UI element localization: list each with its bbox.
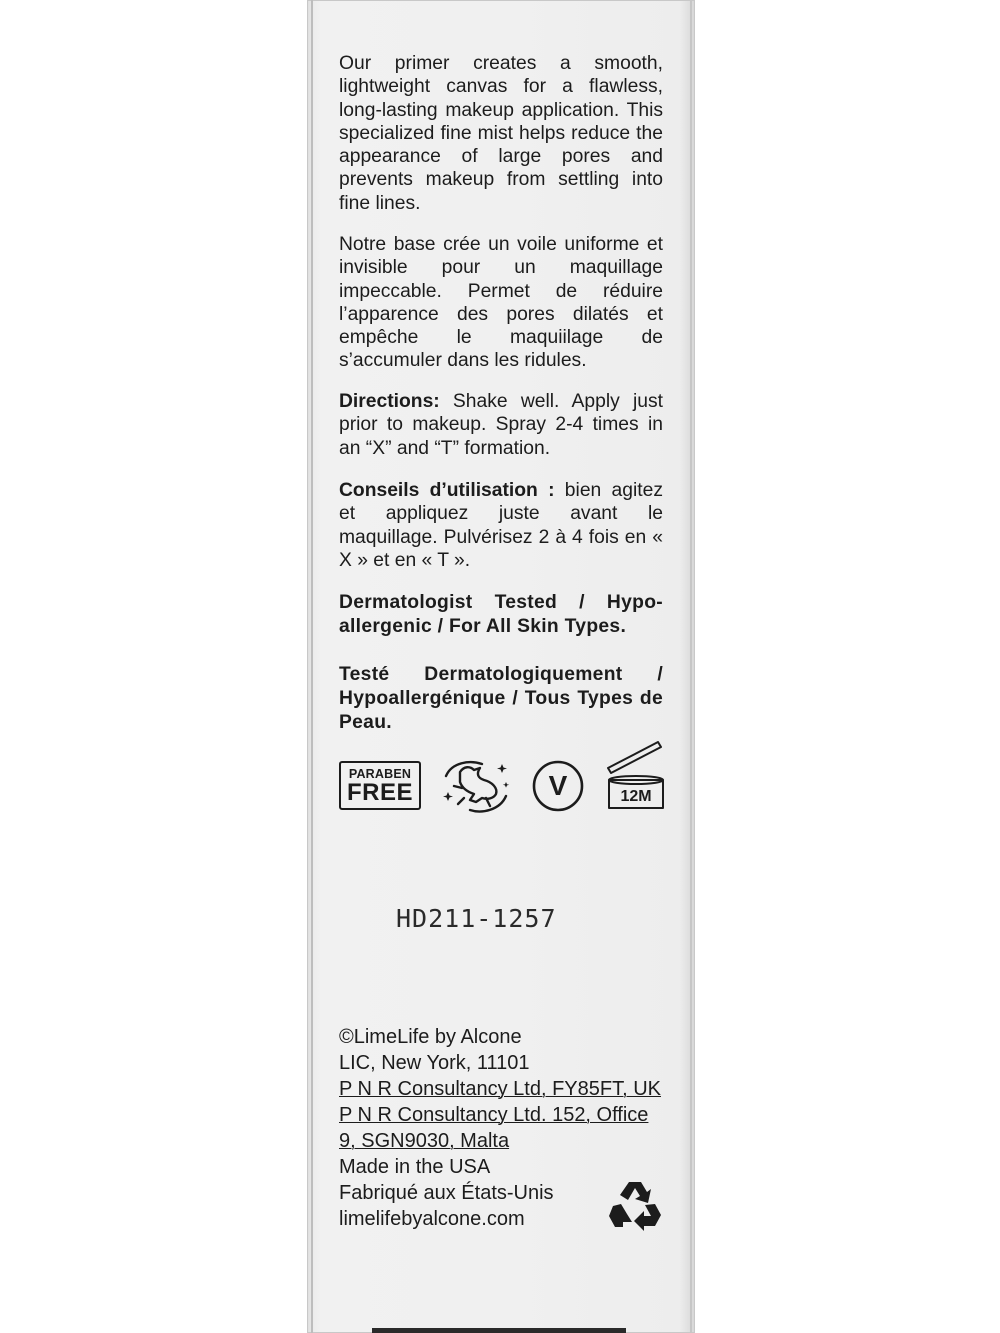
conseils-text: bien agitez et appliquez juste avant le maquillage. Pulvérisez 2 à 4 fois en « X » et en « T ». [339, 480, 663, 571]
batch-code: HD211-1257 [396, 904, 557, 933]
website-line: limelifebyalcone.com [339, 1208, 525, 1230]
directions-french [339, 479, 663, 572]
uk-rep-line: P N R Consultancy Ltd, FY85FT, UK [339, 1078, 661, 1100]
directions-english [339, 390, 663, 460]
description-english: Our primer creates a smooth, lightweight canvas for a flawless, long-lasting makeup application. This specialized fine mist helps reduce the appearance of large pores and prevents makeup from settling into fine lines. [339, 53, 663, 214]
directions-label: Directions: [339, 391, 440, 412]
cruelty-free-bunny-icon [440, 758, 512, 814]
carton-bottom-edge [372, 1328, 626, 1333]
directions-text: Shake well. Apply just prior to makeup. Spray 2-4 times in an “X” and “T” formation. [339, 391, 663, 459]
eu-rep-line-2: 9, SGN9030, Malta [339, 1130, 510, 1152]
vegan-icon [532, 760, 584, 812]
paraben-label: PARABEN [348, 767, 412, 781]
vegan-letter: V [548, 770, 568, 801]
certification-icons [339, 738, 665, 816]
description-french: Notre base crée un voile uniforme et invisible pour un maquillage impeccable. Permet de réduire l’apparence des pores dilatés et empêche le maquiilage de s’accumuler dans les ridules. [339, 234, 663, 372]
carton-right-fold [690, 0, 692, 1333]
pao-label: 12M [620, 788, 652, 805]
paraben-free-icon [339, 761, 421, 810]
eu-rep-line-1: P N R Consultancy Ltd. 152, Office [339, 1104, 649, 1126]
made-in-french-line: Fabriqué aux États-Unis [339, 1182, 554, 1204]
claims-french: Testé Dermatologiquement / Hypoallergénique / Tous Types de Peau. [339, 664, 663, 733]
copyright-line: ©LimeLife by Alcone [339, 1026, 522, 1048]
claims-english: Dermatologist Tested / Hypo-allergenic / For All Skin Types. [339, 592, 663, 637]
open-jar-icon [606, 738, 666, 814]
made-in-line: Made in the USA [339, 1156, 491, 1178]
recycle-icon [607, 1178, 663, 1234]
conseils-label: Conseils d’utilisation : [339, 480, 555, 501]
carton-left-fold [311, 0, 313, 1333]
free-label: FREE [346, 779, 413, 806]
address-line: LIC, New York, 11101 [339, 1052, 530, 1074]
